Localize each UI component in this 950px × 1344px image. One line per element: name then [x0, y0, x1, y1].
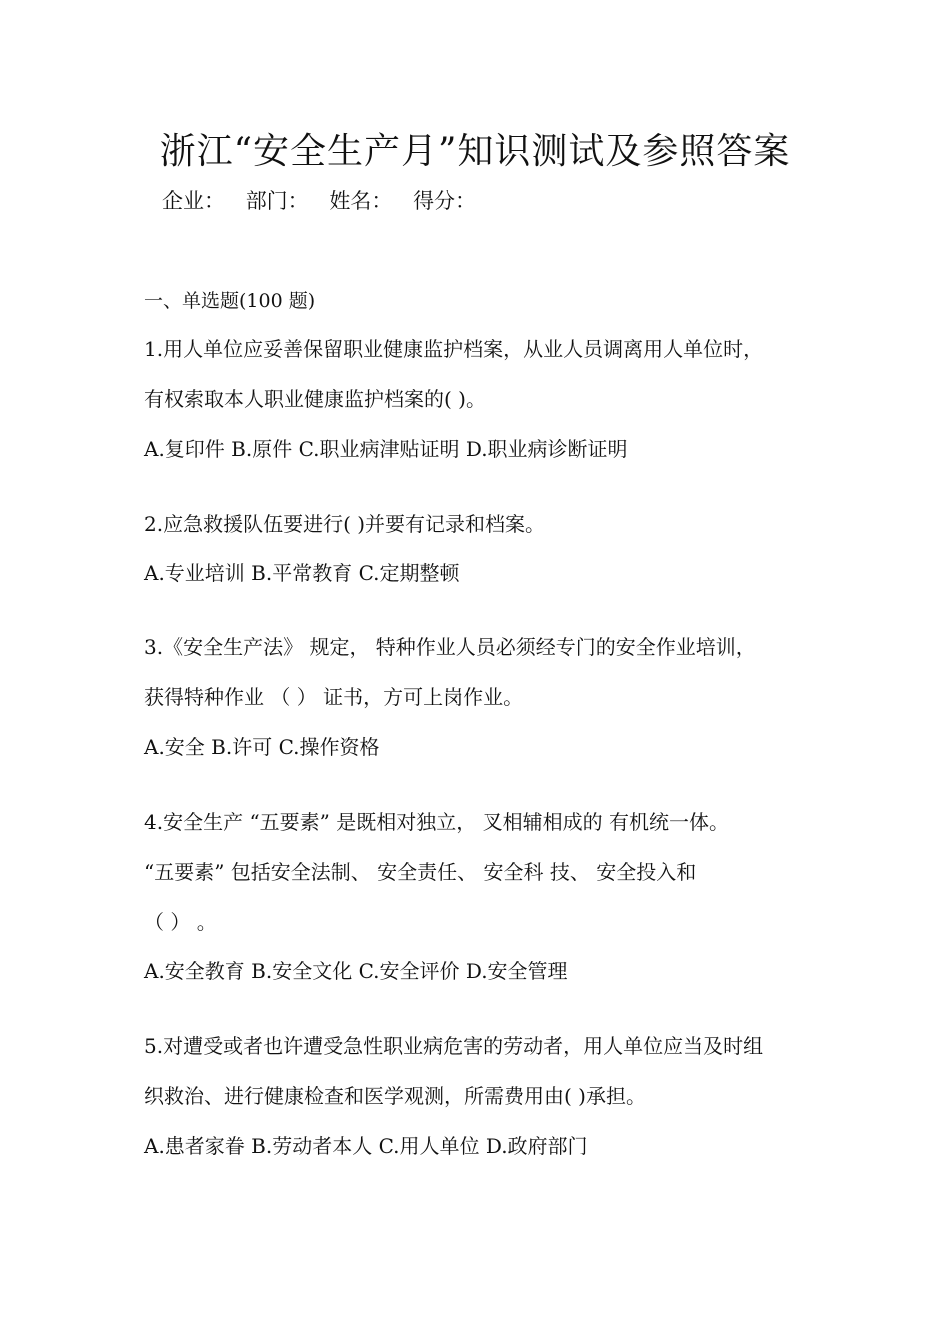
score-label: 得分： [413, 189, 477, 213]
question-3-options: A.安全 B.许可 C.操作资格 [144, 735, 380, 759]
question-line: 织救治、进行健康检查和医学观测，所需费用由( )承担。 [144, 1084, 646, 1108]
question-line: 2.应急救援队伍要进行( )并要有记录和档案。 [144, 512, 546, 536]
section-heading: 一、单选题(100 题) [144, 290, 316, 312]
question-5-options: A.患者家眷 B.劳动者本人 C.用人单位 D.政府部门 [144, 1134, 588, 1158]
question-line: （ ） 。 [144, 910, 217, 934]
question-4 [144, 797, 814, 947]
document-title: 浙江“安全生产月”知识测试及参照答案 [159, 131, 791, 172]
question-line: 有权索取本人职业健康监护档案的( )。 [144, 387, 486, 411]
name-label: 姓名： [329, 189, 393, 213]
question-2-options: A.专业培训 B.平常教育 C.定期整顿 [144, 561, 460, 585]
department-label: 部门： [245, 189, 309, 213]
question-4-options: A.安全教育 B.安全文化 C.安全评价 D.安全管理 [144, 959, 568, 983]
question-5 [144, 1021, 814, 1121]
question-2 [144, 499, 814, 549]
question-3 [144, 622, 814, 722]
question-line: 4.安全生产 “五要素” 是既相对独立， 叉相辅相成的 有机统一体。 [144, 810, 729, 834]
question-line: 3.《安全生产法》 规定， 特种作业人员必须经专门的安全作业培训， [144, 635, 756, 659]
question-line: 1.用人单位应妥善保留职业健康监护档案，从业人员调离用人单位时， [144, 337, 764, 361]
question-1 [144, 324, 814, 424]
question-1-options: A.复印件 B.原件 C.职业病津贴证明 D.职业病诊断证明 [144, 437, 628, 461]
question-line: “五要素” 包括安全法制、 安全责任、 安全科 技、 安全投入和 [144, 860, 697, 884]
header-fields [162, 186, 490, 216]
company-label: 企业： [162, 189, 225, 213]
question-line: 5.对遭受或者也许遭受急性职业病危害的劳动者，用人单位应当及时组 [144, 1034, 764, 1058]
question-line: 获得特种作业 （ ） 证书，方可上岗作业。 [144, 685, 524, 709]
